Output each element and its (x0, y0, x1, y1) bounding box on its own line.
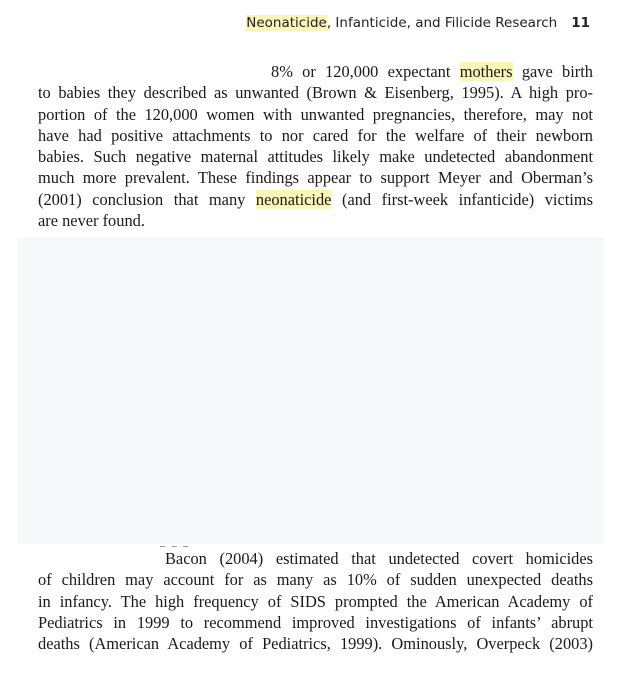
paragraph-2 (38, 548, 593, 654)
running-header (246, 15, 590, 31)
text-line: 8% or 120,000 expectant mothers gave birth (271, 62, 593, 81)
blank-figure-region (18, 238, 604, 544)
text-line: have had positive attachments to nor cared for the welfare of their newborn (38, 125, 593, 145)
text-line: are never found. (38, 211, 145, 231)
search-highlight: mothers (459, 62, 513, 81)
text-line: deaths (American Academy of Pediatrics, 1999). Ominously, Overpeck (2003) (38, 634, 593, 654)
search-highlight: neonaticide (255, 189, 332, 209)
header-title: , Infanticide, and Filicide Research (326, 15, 558, 31)
text-line: of children may account for as many as 10% of sudden unexpected deaths (38, 570, 593, 590)
paragraph-1 (38, 61, 593, 231)
text-line: (2001) conclusion that many neonaticide (and first-week infanticide) victims (38, 189, 593, 209)
text-line: to babies they described as unwanted (Brown & Eisenberg, 1995). A high pro- (38, 83, 593, 103)
text-line: much more prevalent. These findings appear to support Meyer and Oberman’s (38, 168, 593, 188)
text-line: Bacon (2004) estimated that undetected covert homicides (165, 549, 593, 568)
text-line: in infancy. The high frequency of SIDS prompted the American Academy of (38, 591, 593, 611)
page-number: 11 (571, 15, 590, 31)
text-line: babies. Such negative maternal attitudes likely make undetected abandonment (38, 147, 593, 167)
header-highlight: Neonaticide (246, 15, 327, 31)
text-line: Pediatrics in 1999 to recommend improved investigations of infants’ abrupt (38, 612, 593, 632)
dash-marks: – – – (160, 541, 190, 552)
text-line: portion of the 120,000 women with unwanted pregnancies, therefore, may not (38, 104, 593, 124)
